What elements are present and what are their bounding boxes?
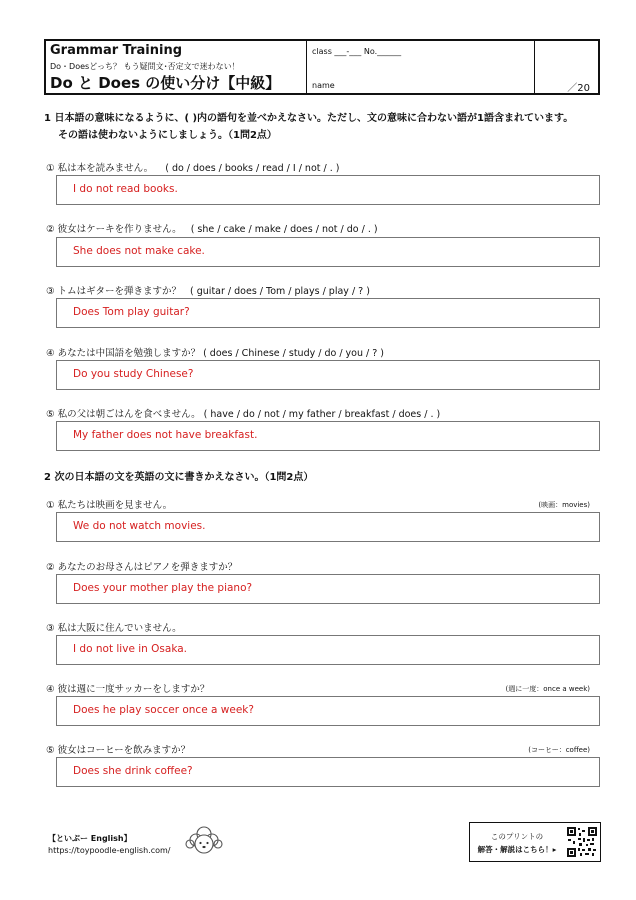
q-text: トムはギターを弾きますか？ ( guitar / does / Tom / plays / play / ? ) [57, 286, 370, 297]
q-text: 私は大阪に住んでいません。 [57, 623, 182, 634]
s1-q2-answer-box[interactable] [56, 237, 600, 267]
section1-instruction [44, 110, 573, 144]
qr-code-icon[interactable] [566, 826, 598, 858]
page-title: Do と Does の使い分け【中級】 [50, 74, 281, 92]
q-num: ③ [46, 286, 55, 297]
q-num: ① [46, 163, 55, 174]
s1-q5-prompt [46, 406, 440, 420]
q-text: 彼女はケーキを作りません。 ( she / cake / make / does / not / do / . ) [57, 224, 378, 235]
answer-text: Does your mother play the piano? [73, 582, 253, 594]
answer-text: Does she drink coffee? [73, 765, 193, 777]
q-num: ③ [46, 623, 55, 634]
title-cell [46, 41, 307, 93]
s2-q2-prompt [46, 559, 237, 573]
s2-q4-answer-box[interactable] [56, 696, 600, 726]
q-num: ④ [46, 684, 55, 695]
q-text: 私は本を読みません。 ( do / does / books / read / I / not / . ) [57, 163, 340, 174]
name-label: name [312, 81, 335, 90]
class-label: class ___-___ No.______ [312, 47, 402, 56]
q-text: あなたのお母さんはピアノを弾きますか？ [57, 562, 238, 573]
answer-text: She does not make cake. [73, 245, 205, 257]
section1-instruction-line1: 1 日本語の意味になるように、( )内の語句を並べかえなさい。ただし、文の意味に合わない語が1語含まれています。 [44, 113, 574, 124]
s2-q1-prompt [46, 497, 172, 511]
q-num: ① [46, 500, 55, 511]
q-text: 彼は週に一度サッカーをしますか？ [57, 684, 210, 695]
s2-q2-answer-box[interactable] [56, 574, 600, 604]
section1-instruction-line2: その語は使わないようにしましょう。（1問2点） [58, 130, 277, 141]
answer-text: Does Tom play guitar? [73, 306, 190, 318]
score-total: ／20 [567, 83, 590, 94]
s1-q3-prompt [46, 283, 370, 297]
q-num: ② [46, 224, 55, 235]
poodle-logo-icon [184, 824, 224, 862]
section2-instruction: 2 次の日本語の文を英語の文に書きかえなさい。（1問2点） [44, 472, 314, 483]
s2-q4-prompt [46, 681, 209, 695]
q-text: あなたは中国語を勉強しますか？ ( does / Chinese / study / do / you / ? ) [57, 348, 385, 359]
s2-q5-answer-box[interactable] [56, 757, 600, 787]
s1-q1-prompt [46, 160, 339, 174]
s1-q5-answer-box[interactable] [56, 421, 600, 451]
answer-text: Do you study Chinese? [73, 368, 194, 380]
s2-q3-prompt [46, 620, 182, 634]
q-num: ⑤ [46, 409, 55, 420]
answer-text: We do not watch movies. [73, 520, 206, 532]
s1-q4-prompt [46, 345, 384, 359]
s2-q4-hint: (週に一度：once a week) [505, 685, 590, 693]
q-text: 彼女はコーヒーを飲みますか？ [57, 745, 191, 756]
q-num: ② [46, 562, 55, 573]
s2-q5-prompt [46, 742, 190, 756]
answer-text: Does he play soccer once a week? [73, 704, 254, 716]
answer-text: I do not read books. [73, 183, 178, 195]
answer-text: My father does not have breakfast. [73, 429, 258, 441]
s2-q1-hint: (映画：movies) [538, 501, 590, 509]
q-text: 私の父は朝ごはんを食べません。 ( have / do / not / my father / breakfast / does / . ) [57, 409, 441, 420]
s2-q1-answer-box[interactable] [56, 512, 600, 542]
brand-label: 【といぷー English】 [48, 834, 132, 843]
s1-q2-prompt [46, 221, 378, 235]
answer-link-box[interactable] [469, 822, 601, 862]
s1-q4-answer-box[interactable] [56, 360, 600, 390]
s2-q3-answer-box[interactable] [56, 635, 600, 665]
s1-q3-answer-box[interactable] [56, 298, 600, 328]
site-url[interactable]: https://toypoodle-english.com/ [48, 846, 171, 855]
header-box [44, 39, 600, 95]
subtitle: Do・Doesどっち？ もう疑問文･否定文で迷わない！ [50, 62, 240, 71]
category-label: Grammar Training [50, 43, 183, 58]
s2-q5-hint: (コーヒー：coffee) [528, 746, 590, 754]
answer-link-line2: 解答・解説はこちら！▸ [477, 845, 557, 854]
answer-text: I do not live in Osaka. [73, 643, 187, 655]
s1-q1-answer-box[interactable] [56, 175, 600, 205]
student-info-cell [306, 41, 535, 93]
q-num: ④ [46, 348, 55, 359]
q-text: 私たちは映画を見ません。 [57, 500, 173, 511]
score-cell [534, 41, 598, 93]
q-num: ⑤ [46, 745, 55, 756]
answer-link-line1: このプリントの [490, 832, 544, 841]
